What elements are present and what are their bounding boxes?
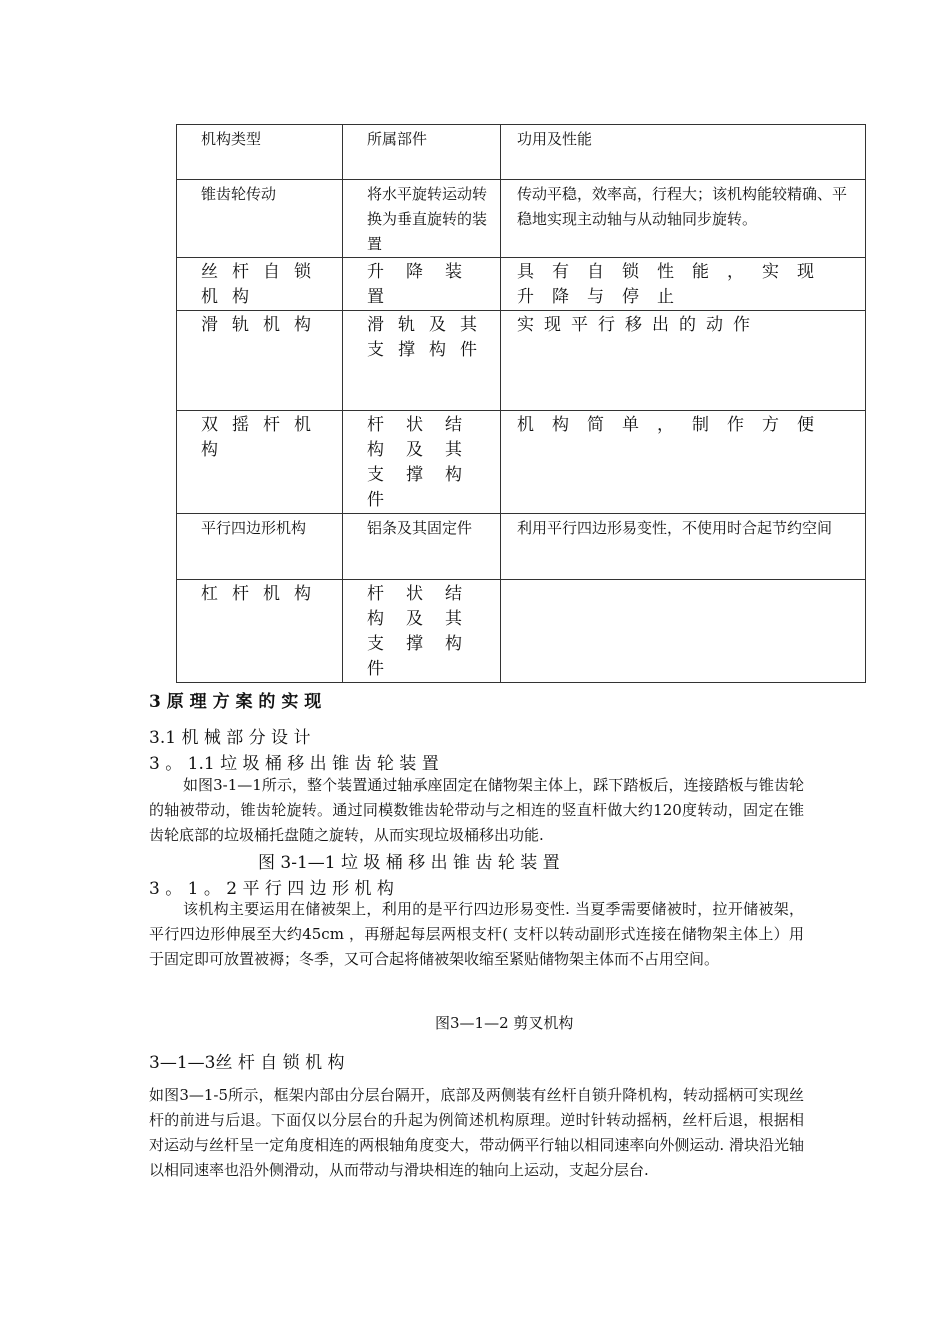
- paragraph: 如图3-1—1所示，整个装置通过轴承座固定在储物架主体上，踩下踏板后，连接踏板与锥齿轮的轴被带动，锥齿轮旋转。通过同模数锥齿轮带动与之相连的竖直杆做大约120度转动，固定在锥齿轮底部的垃圾桶托盘随之旋转，从而实现垃圾桶移出功能.: [149, 776, 804, 844]
- figure-caption: 图 3-1—1 垃 圾 桶 移 出 锥 齿 轮 装 置: [258, 853, 560, 873]
- subsubsection-heading: 3 。 1.1 垃 圾 桶 移 出 锥 齿 轮 装 置: [149, 754, 439, 774]
- paragraph: 如图3—1-5所示，框架内部由分层台隔开，底部及两侧装有丝杆自锁升降机构，转动摇柄可实现丝杆的前进与后退。下面仅以分层台的升起为例简述机构原理。逆时针转动摇柄，丝杆后退，根据相对运动与丝杆呈一定角度相连的两根轴角度变大，带动俩平行轴以相同速率向外侧运动. 滑块沿光轴以相同速率也沿外侧滑动，从而带动与滑块相连的轴向上运动，支起分层台.: [149, 1086, 804, 1179]
- table-row: [177, 514, 866, 580]
- table-cell: 杠杆机构: [177, 580, 343, 683]
- header-cell: 所属部件: [343, 125, 501, 180]
- section-heading: 3 原 理 方 案 的 实 现: [149, 692, 322, 712]
- table-cell: 传动平稳，效率高，行程大；该机构能较精确、平稳地实现主动轴与从动轴同步旋转。: [501, 180, 866, 258]
- table-cell: 滑轨机构: [177, 311, 343, 411]
- table-cell: 铝条及其固定件: [343, 514, 501, 580]
- subsection-heading: 3.1 机 械 部 分 设 计: [149, 728, 311, 748]
- mechanism-table: [176, 124, 866, 683]
- table-row: [177, 258, 866, 311]
- table-cell: 锥齿轮传动: [177, 180, 343, 258]
- table-row: [177, 311, 866, 411]
- table-cell: 滑轨及其支撑构件: [343, 311, 501, 411]
- table-cell: 平行四边形机构: [177, 514, 343, 580]
- table-cell: 杆状结构及其支撑构件: [343, 580, 501, 683]
- header-cell: 功用及性能: [501, 125, 866, 180]
- table-cell: 将水平旋转运动转换为垂直旋转的装置: [343, 180, 501, 258]
- table-cell: 升降装置: [343, 258, 501, 311]
- subsubsection-heading: 3 。 1 。 2 平 行 四 边 形 机 构: [149, 879, 394, 899]
- figure-caption: 图3—1—2 剪叉机构: [435, 1014, 574, 1032]
- table-cell: 机构简单，制作方便: [501, 411, 866, 514]
- table-row: [177, 180, 866, 258]
- table-cell: 丝杆自锁机构: [177, 258, 343, 311]
- header-cell: 机构类型: [177, 125, 343, 180]
- table-row: [177, 580, 866, 683]
- table-row: [177, 411, 866, 514]
- table-cell: 具有自锁性能，实现升降与停止: [501, 258, 866, 311]
- table-cell: 双摇杆机构: [177, 411, 343, 514]
- subsubsection-heading: 3—1—3丝 杆 自 锁 机 构: [149, 1053, 345, 1073]
- table-cell: [501, 580, 866, 683]
- table-cell: 利用平行四边形易变性，不使用时合起节约空间: [501, 514, 866, 580]
- table-cell: 杆状结构及其支撑构件: [343, 411, 501, 514]
- paragraph: 该机构主要运用在储被架上，利用的是平行四边形易变性. 当夏季需要储被时，拉开储被架，平行四边形伸展至大约45cm ，再掰起每层两根支杆( 支杆以转动副形式连接在储物架主体上）用于固定即可放置被褥；冬季，又可合起将储被架收缩至紧贴储物架主体而不占用空间。: [149, 900, 804, 968]
- table-header-row: [177, 125, 866, 180]
- table-cell: 实现平行移出的动作: [501, 311, 866, 411]
